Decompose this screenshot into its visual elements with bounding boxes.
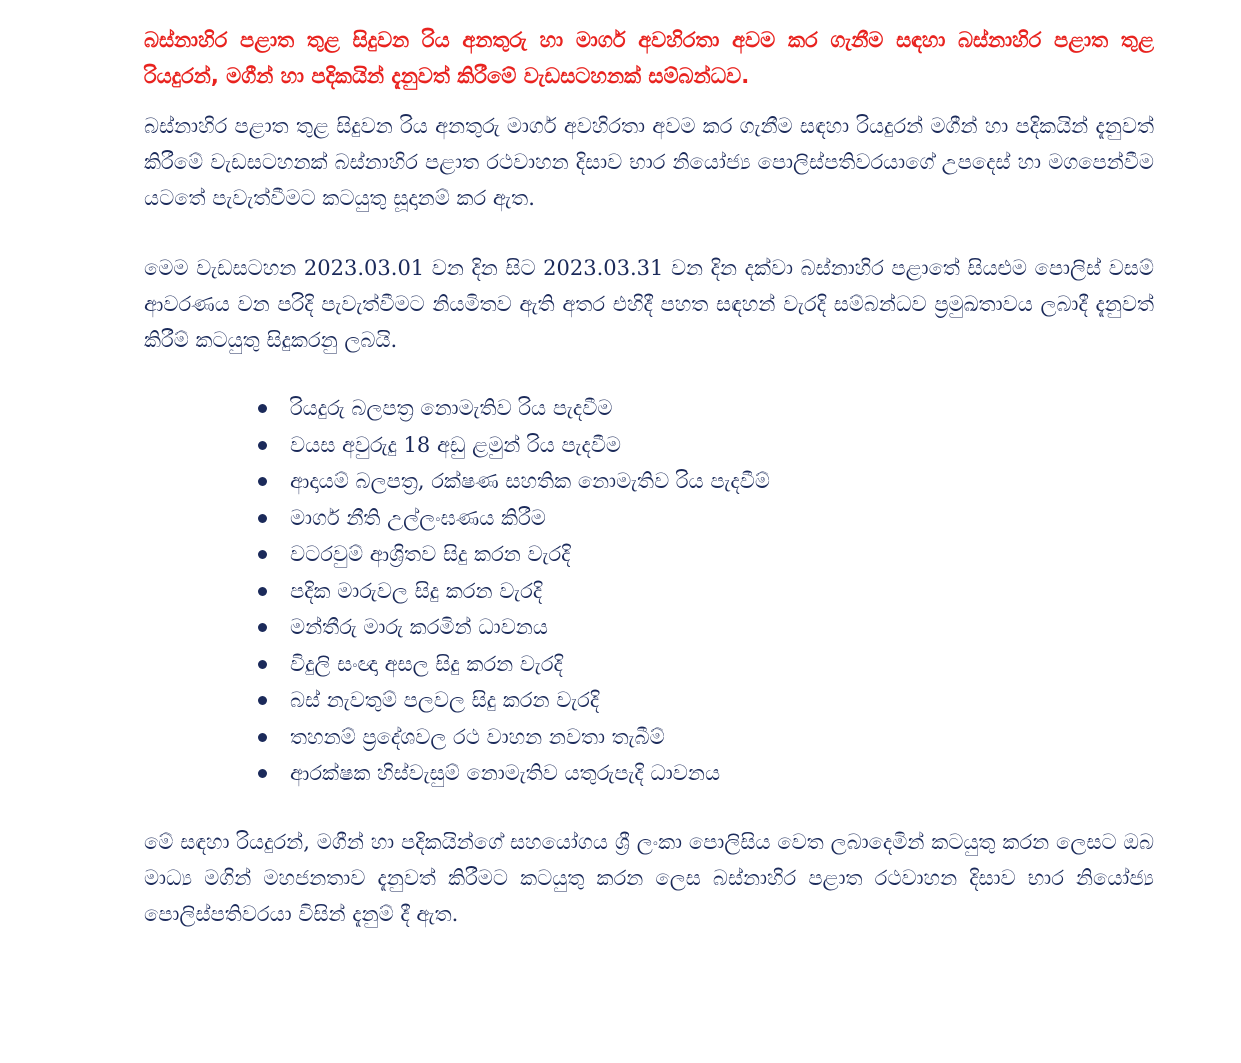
bullet-icon <box>258 660 267 669</box>
bullet-icon <box>258 623 267 632</box>
document-title: බස්නාහිර පළාත තුළ සිදුවන රිය අනතුරු හා මාර්ග අවහිරතා අවම කර ගැනීම සඳහා බස්නාහිර පළාත තුළ රියදුරන්, මගීන් හා පදිකයින් දැනුවත් කිරීමේ වැඩසටහනක් සම්බන්ධව. <box>144 28 1154 88</box>
spacer <box>144 792 1154 824</box>
bullet-icon <box>258 404 267 413</box>
document-page <box>144 22 1154 932</box>
list-item <box>258 755 1154 792</box>
list-item-text: වයස අවුරුදු 18 අඩු ළමුන් රිය පැදවීම <box>290 432 622 457</box>
spacer <box>144 216 1154 250</box>
offence-list <box>144 390 1154 792</box>
list-item-text: ආදායම් බලපත්‍ර, රක්ෂණ සහතික නොමැතිව රිය පැදවීම් <box>290 469 770 493</box>
list-item <box>258 573 1154 610</box>
list-item <box>258 390 1154 427</box>
spacer <box>144 358 1154 390</box>
list-item-text: රියදුරු බලපත්‍ර නොමැතිව රිය පැදවීම <box>290 396 613 420</box>
list-item-text: මාර්ග නීති උල්ලංඝණය කිරීම <box>290 505 546 530</box>
list-item <box>258 646 1154 683</box>
list-item <box>258 682 1154 719</box>
list-item <box>258 609 1154 646</box>
closing-paragraph: මේ සඳහා රියදුරන්, මගීන් හා පදිකයින්ගේ සහයෝගය ශ්‍රී ලංකා පොලිසිය වෙත ලබාදෙමින් කටයුතු කරන ලෙසට ඔබ මාධ්‍ය මගින් මහජනතාව දැනුවත් කිරීමට කටයුතු කරන ලෙස බස්නාහිර පළාත රථවාහන දිසාව භාර නියෝජ්‍ය පොලිස්පතිවරයා විසින් දැනුම් දී ඇත. <box>144 829 1154 926</box>
list-item <box>258 536 1154 573</box>
list-item <box>258 500 1154 537</box>
list-item <box>258 463 1154 500</box>
bullet-icon <box>258 696 267 705</box>
list-item-text: මන්තීරු මාරු කරමින් ධාවනය <box>290 615 548 639</box>
list-item-text: විදුලි සංඥා අසල සිදු කරන වැරදි <box>290 651 563 676</box>
bullet-icon <box>258 587 267 596</box>
bullet-icon <box>258 477 267 486</box>
list-item-text: වටරවුම් ආශ්‍රිතව සිදු කරන වැරදි <box>290 542 571 566</box>
list-item-text: පදික මාරුවල සිදු කරන වැරදි <box>290 578 543 603</box>
list-item <box>258 427 1154 464</box>
list-item <box>258 719 1154 756</box>
bullet-icon <box>258 514 267 523</box>
list-item-text: බස් නැවතුම් පලවල සිදු කරන වැරදි <box>290 688 600 712</box>
bullet-icon <box>258 550 267 559</box>
list-item-text: ආරක්ෂක හිස්වැසුම් නොමැතිව යතුරුපැදි ධාවනය <box>290 761 721 785</box>
intro-paragraph: බස්නාහිර පළාත තුළ සිදුවන රිය අනතුරු මාර්ග අවහිරතා අවම කර ගැනීම සඳහා රියදුරන් මගීන් හා පදිකයින් දැනුවත් කිරීමේ වැඩසටහනක් බස්නාහිර පළාත රථවාහන දිසාව භාර නියෝජ්‍ය පොලිස්පතිවරයාගේ උපදෙස් හා මගපෙන්වීම යටතේ පැවැත්වීමට කටයුතු සූදානම් කර ඇත. <box>144 114 1154 210</box>
schedule-paragraph: මෙම වැඩසටහන 2023.03.01 වන දින සිට 2023.03.31 වන දින දක්වා බස්නාහිර පළාතේ සියළුම පොලිස් වසම් ආවරණය වන පරිදි පැවැත්වීමට නියමිතව ඇති අතර එහිදී පහත සඳහන් වැරදි සම්බන්ධව ප්‍රමුඛතාවය ලබාදී දැනුවත් කිරීම් කටයුතු සිදුකරනු ලබයි. <box>144 256 1154 352</box>
bullet-icon <box>258 769 267 778</box>
bullet-icon <box>258 441 267 450</box>
bullet-icon <box>258 733 267 742</box>
list-item-text: තහනම් ප්‍රදේශවල රථ වාහන නවතා තැබීම් <box>290 724 665 749</box>
